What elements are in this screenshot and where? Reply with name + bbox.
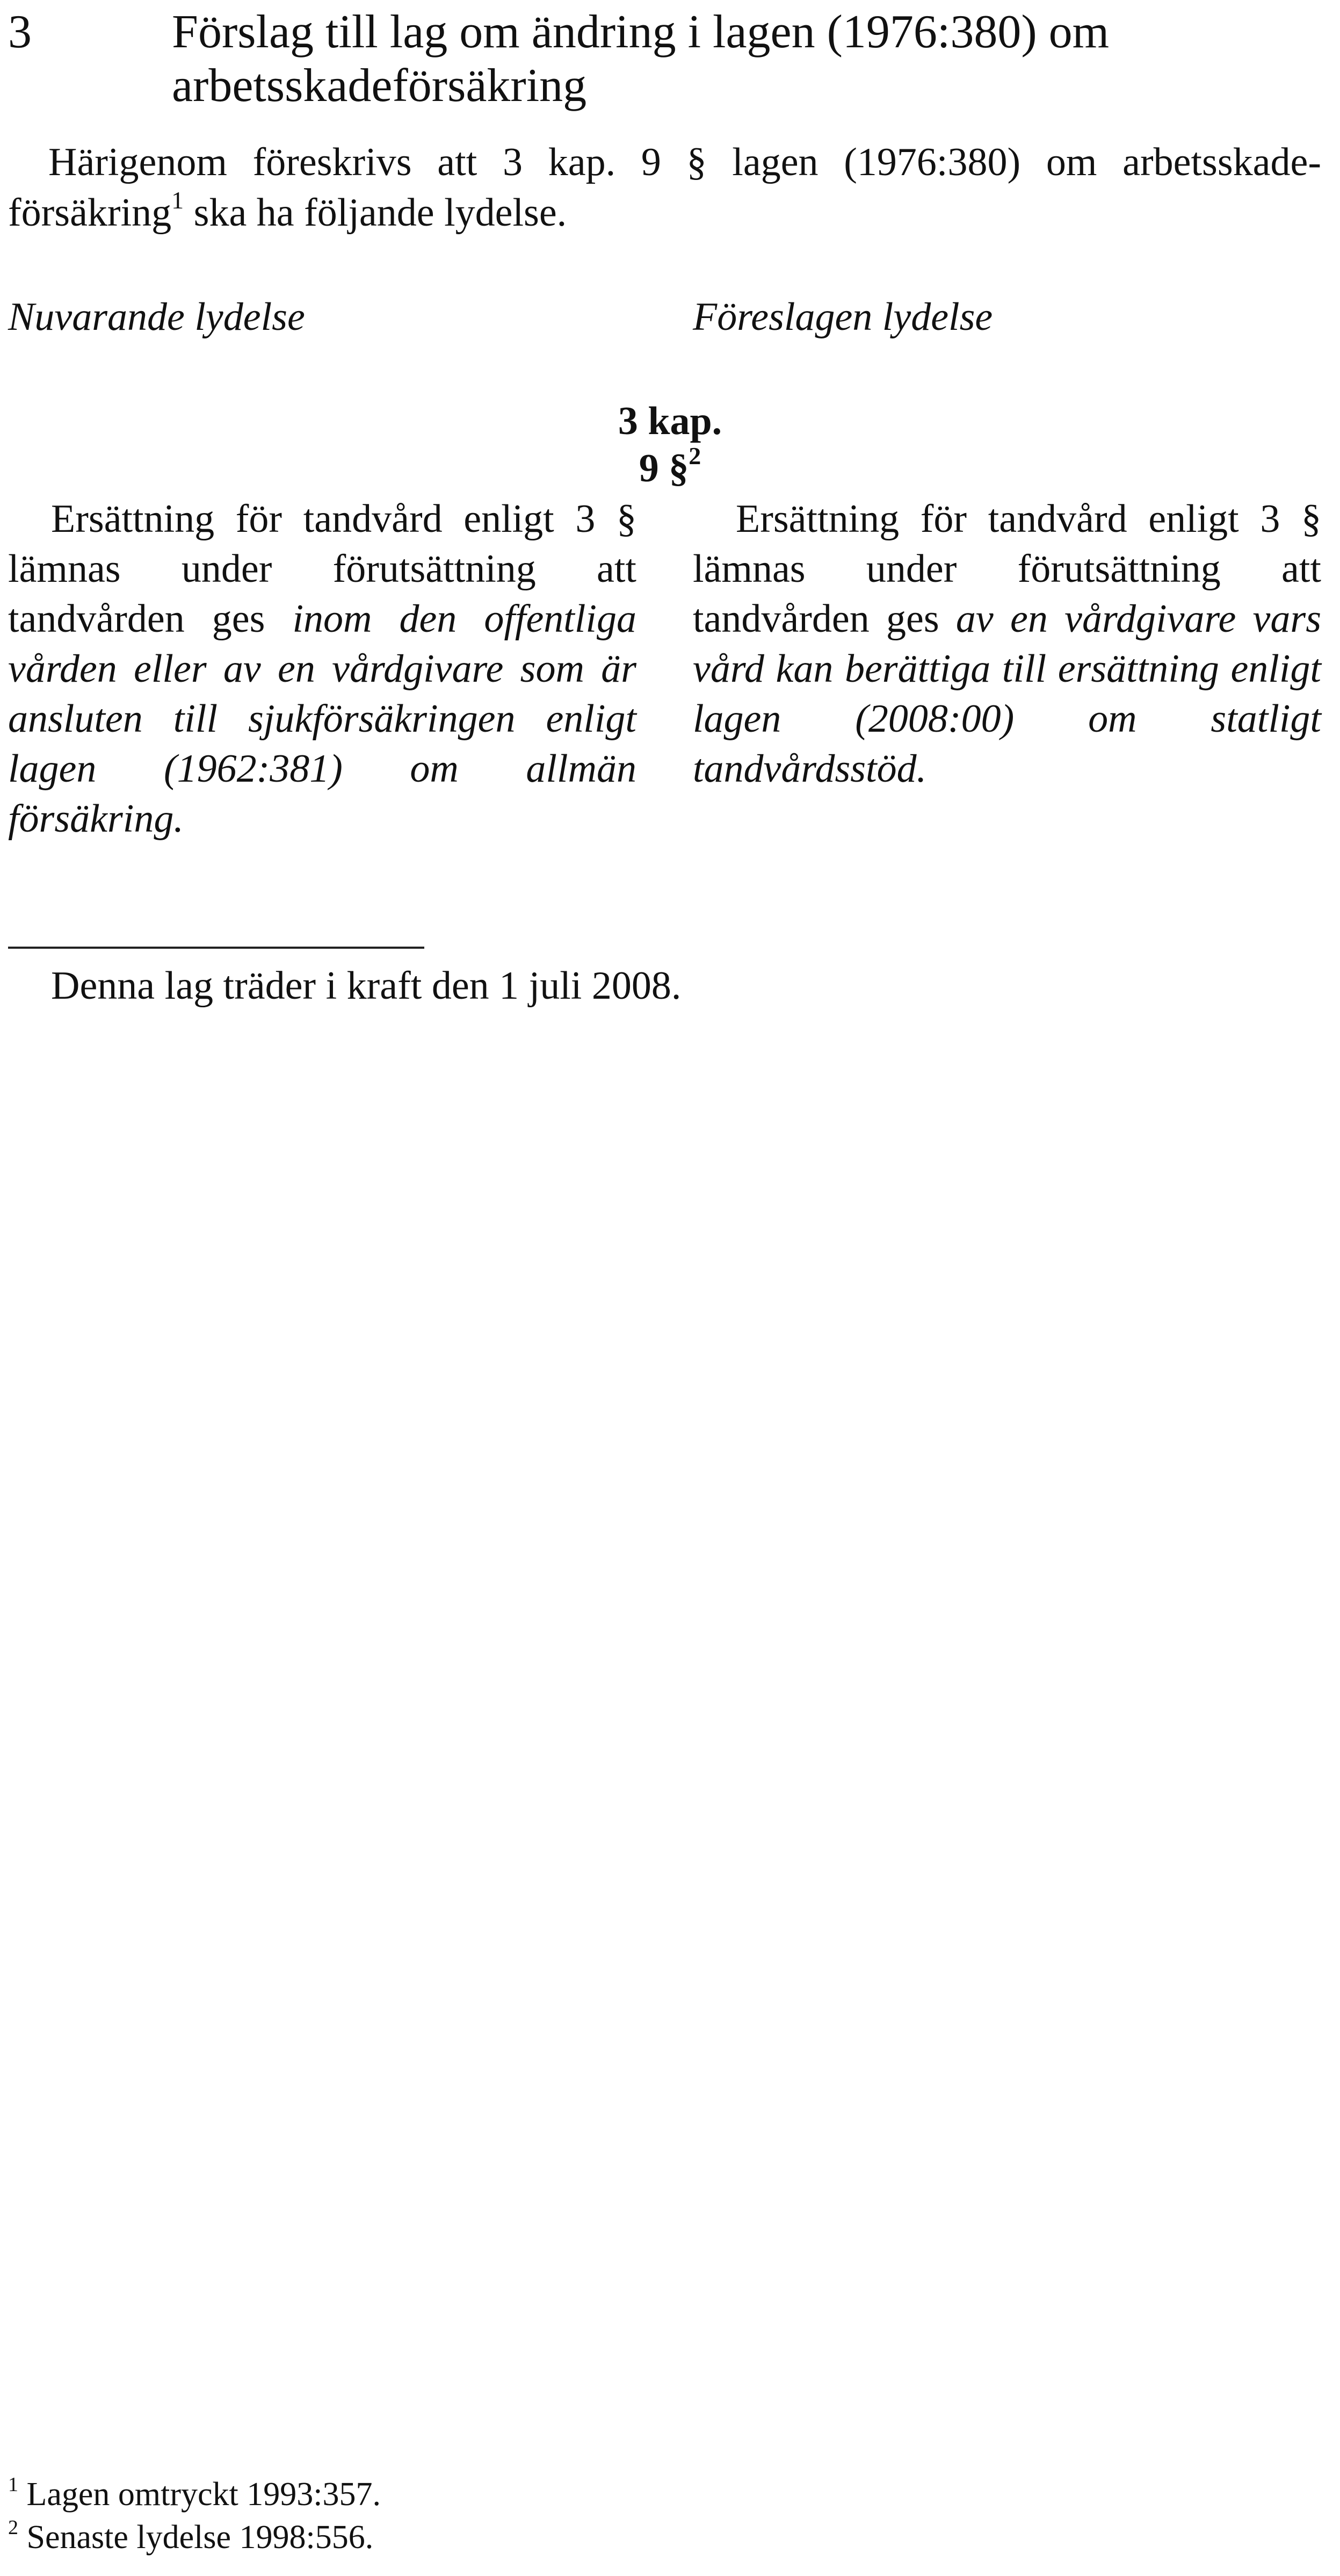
paragraph-heading xyxy=(0,442,1340,492)
section-title: Förslag till lag om ändring i lagen (1976:380) om arbetsskadeförsäkring xyxy=(172,6,1110,112)
current-wording-italic: inom den offentliga vården eller av en vårdgivare som är ansluten till sjukförsäkringen enligt lagen (1962:381) om allmän försäkring. xyxy=(8,597,636,841)
proposed-wording-italic: av en vårdgivare vars vård kan berättiga till ersättning enligt lagen (2008:00) om statligt tandvårdsstöd. xyxy=(693,597,1322,791)
current-wording-plain: Ersättning för tandvård enligt 3 § lämnas under förutsättning att tandvården ges xyxy=(8,497,636,641)
effective-date-text: Denna lag träder i kraft den 1 juli 2008. xyxy=(51,964,682,1008)
current-wording-text xyxy=(8,494,636,844)
proposed-wording-heading: Föreslagen lydelse xyxy=(693,295,993,339)
intro-text: Härigenom föreskrivs att 3 kap. 9 § lagen (1976:380) om arbetsskadeförsäkring xyxy=(8,140,1321,235)
chapter-heading: 3 kap. xyxy=(618,399,722,443)
footnote-2-number: 2 xyxy=(8,2516,18,2539)
footnote-1-number: 1 xyxy=(8,2473,18,2496)
footnote-1-text: Lagen omtryckt 1993:357. xyxy=(26,2476,381,2513)
section-number: 3 xyxy=(8,6,32,58)
proposed-wording-plain: Ersättning för tandvård enligt 3 § lämnas under förutsättning att tandvården ges xyxy=(693,497,1321,641)
intro-paragraph xyxy=(8,137,1321,238)
footnote-2-text: Senaste lydelse 1998:556. xyxy=(26,2519,374,2556)
footnote-2 xyxy=(8,2517,1243,2558)
footnote-1 xyxy=(8,2474,1243,2515)
section-divider xyxy=(8,947,424,949)
footnote-ref-2: 2 xyxy=(689,442,701,470)
proposed-wording-text xyxy=(693,494,1321,794)
paragraph-number: 9 § xyxy=(639,446,689,490)
current-wording-heading: Nuvarande lydelse xyxy=(8,295,305,339)
footnote-ref-1: 1 xyxy=(171,186,184,214)
intro-text-end: ska ha följande lydelse. xyxy=(184,191,567,235)
